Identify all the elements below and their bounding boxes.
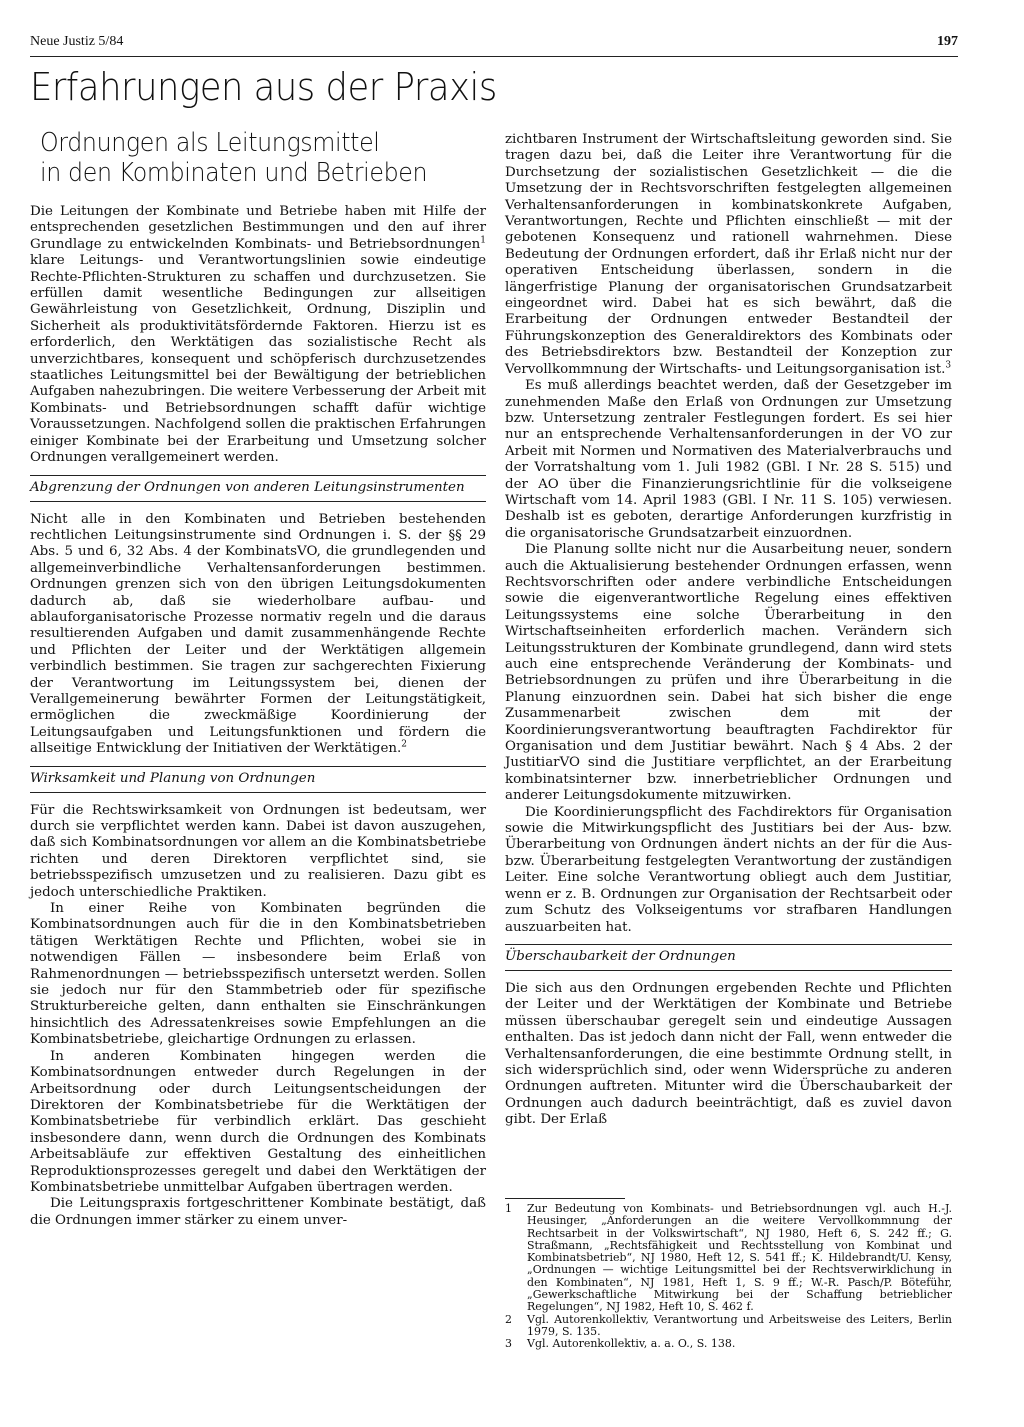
wirksamkeit-paragraph-1: Für die Rechtswirksamkeit von Ordnungen ist bedeutsam, wer durch sie verpflichtet werden kann. Dabei ist davon auszugehen, daß sich Kombinatsordnungen vor allem an die Kombinatsbetriebe richten und deren Direktoren verpflichtet sind, sie betriebsspezifisch umzusetzen und zu realisieren. Dazu gibt es jedoch unterschiedliche Praktiken.	[30, 802, 486, 900]
footnote	[505, 1338, 952, 1350]
footnote-text: Vgl. Autorenkollektiv, Verantwortung und Arbeitsweise des Leiters, Berlin 1979, S. 135.	[527, 1312, 952, 1338]
right-paragraph-4: Die Koordinierungspflicht des Fachdirektors für Organisation sowie die Mitwirkungspflicht des Justitiars bei der Aus- bzw. Überarbeitung von Ordnungen ändert nichts an der für die Aus- bzw. Überarbeitung festgelegten Verantwortung der zuständigen Leiter. Eine solche Verantwortung obliegt auch dem Justitiar, wenn er z. B. Ordnungen zur Organisation der Rechtsarbeit oder zum Schutz des Volkseigentums vor strafbaren Handlungen auszuarbeiten hat.	[505, 804, 952, 935]
article-title-line-1: Ordnungen als Leitungsmittel	[40, 128, 380, 158]
footnote-text: Vgl. Autorenkollektiv, a. a. O., S. 138.	[527, 1337, 736, 1351]
footnote	[505, 1203, 952, 1314]
intro-paragraph	[30, 204, 486, 467]
abgrenzung-paragraph	[30, 512, 486, 758]
wirksamkeit-paragraph-2: In einer Reihe von Kombinaten begründen die Kombinatsordnungen auch für die in den Kombinatsbetrieben tätigen Werktätigen Rechte und Pflichten, wobei sie in notwendigen Fällen — insbesondere beim Erlaß von Rahmenordnungen — betriebsspezifisch untersetzt werden. Sollen sie jedoch nur für den Stammbetrieb oder für spezifische Strukturbereiche gelten, dann enthalten sie Einschränkungen hinsichtlich des Adressatenkreises sowie Empfehlungen an die Kombinatsbetriebe, gleichartige Ordnungen zu erlassen.	[30, 901, 486, 1048]
intro-text: Die Leitungen der Kombinate und Betriebe haben mit Hilfe der entsprechenden gesetzlichen Bestimmungen und den auf ihrer Grundlage zu entwickelnden Kombinats- und Betriebsordnungen	[30, 204, 486, 252]
wirksamkeit-paragraph-4: Die Leitungspraxis fortgeschrittener Kombinate bestätigt, daß die Ordnungen immer stärker zu einem unver-	[30, 1196, 486, 1228]
subheading-abgrenzung: Abgrenzung der Ordnungen von anderen Leitungsinstrumenten	[30, 475, 486, 502]
section-title: Erfahrungen aus der Praxis	[30, 65, 497, 109]
intro-text-cont: klare Leitungs- und Verantwortungslinien sowie eindeutige Rechte-Pflichten-Strukturen zu schaffen und durchzusetzen. Sie erfüllen damit wesentliche Bedingungen zur allseitigen Gewährleistung von Gesetzlichkeit, Ordnung, Disziplin und Sicherheit als produktivitätsfördernde Faktoren. Hierzu ist es erforderlich, den Werktätigen das sozialistische Recht als unverzichtbares, konsequent und schöpferisch durchzusetzendes staatliches Leitungsmittel bei der Bewältigung der betrieblichen Aufgaben nahezubringen. Die weitere Verbesserung der Arbeit mit Kombinats- und Betriebsordnungen schafft dafür wichtige Voraussetzungen. Nachfolgend sollen die praktischen Erfahrungen einiger Kombinate bei der Erarbeitung und Umsetzung solcher Ordnungen verallgemeinert werden.	[30, 253, 486, 466]
running-head: Neue Justiz 5/84	[30, 34, 124, 49]
footnote	[505, 1314, 952, 1339]
article-title-line-2: in den Kombinaten und Betrieben	[40, 158, 428, 188]
wirksamkeit-paragraph-3: In anderen Kombinaten hingegen werden die Kombinatsordnungen entweder durch Regelungen in der Arbeitsordnung oder durch Leitungsentscheidungen der Direktoren der Kombinatsbetriebe für die Werktätigen der Kombinatsbetriebe für verbindlich erklärt. Das geschieht insbesondere dann, wenn durch die Ordnungen des Kombinats Arbeitsabläufe zur effektiven Gestaltung des einheitlichen Reproduktionsprozesses geregelt und dabei den Werktätigen der Kombinatsbetriebe unmittelbar Aufgaben übertragen werden.	[30, 1048, 486, 1195]
right-column	[505, 132, 952, 1129]
footnote-ref-3: 3	[945, 360, 952, 371]
left-column	[30, 204, 486, 1229]
footnote-ref-1: 1	[480, 235, 486, 246]
footnote-ref-2: 2	[401, 739, 407, 750]
subheading-wirksamkeit: Wirksamkeit und Planung von Ordnungen	[30, 766, 486, 793]
footnote-number: 3	[505, 1337, 512, 1351]
footnote-number: 2	[505, 1312, 512, 1326]
subheading-ueberschaubarkeit: Überschaubarkeit der Ordnungen	[505, 944, 952, 971]
article-title	[40, 128, 468, 188]
header-rule	[30, 56, 958, 57]
right-paragraph-3: Die Planung sollte nicht nur die Ausarbeitung neuer, sondern auch die Aktualisierung bestehender Ordnungen erfassen, wenn Rechtsvorschriften oder andere verbindliche Entscheidungen sowie die eigenverantwortliche Regelung eines effektiven Leitungssystems eine solche Überarbeitung in den Wirtschaftseinheiten erforderlich machen. Verändern sich Leitungsstrukturen der Kombinate grundlegend, dann wird stets auch eine entsprechende Veränderung der Kombinats- und Betriebsordnungen zu prüfen und ihre Überarbeitung in die Planung einzuordnen sein. Dabei hat sich bisher die enge Zusammenarbeit zwischen dem mit der Koordinierungsverantwortung beauftragten Fachdirektor für Organisation und dem Justitiar bewährt. Nach § 4 Abs. 2 der JustitiarVO sind die Justitiare verpflichtet, an der Erarbeitung kombinatsinterner bzw. innerbetrieblicher Ordnungen und anderer Leitungsdokumente mitzuwirken.	[505, 542, 952, 804]
footnote-rule	[505, 1198, 625, 1199]
footnote-number: 1	[505, 1202, 512, 1215]
right-paragraph-2: Es muß allerdings beachtet werden, daß der Gesetzgeber im zunehmenden Maße den Erlaß von Ordnungen zur Umsetzung bzw. Untersetzung zentraler Festlegungen fordert. Es sei hier nur an entsprechende Verhaltensanforderungen in der VO zur Arbeit mit Normen und Normativen des Materialverbrauchs und der Vorratshaltung vom 1. Juli 1982 (GBl. I Nr. 28 S. 515) und der AO über die Finanzierungsrichtlinie für die volkseigene Wirtschaft vom 14. April 1983 (GBl. I Nr. 11 S. 105) verwiesen. Deshalb ist es geboten, derartige Anforderungen kurzfristig in die organisatorische Grundsatzarbeit einzuordnen.	[505, 378, 952, 541]
right-paragraph-1-text: zichtbaren Instrument der Wirtschaftsleitung geworden sind. Sie tragen dazu bei, daß die Leiter ihre Verantwortung für die Durchsetzung der sozialistischen Gesetzlichkeit — die die Umsetzung der in Rechtsvorschriften festgelegten allgemeinen Verhaltensanforderungen in kombinatskonkrete Aufgaben, Verantwortungen, Rechte und Pflichten einschließt — mit der gebotenen Konsequenz und rationell wahrnehmen. Diese Bedeutung der Ordnungen erfordert, daß ihr Erlaß nicht nur der operativen Entscheidung überlassen, sondern in die längerfristige Planung der organisatorischen Grundsatzarbeit eingeordnet wird. Dabei hat es sich bewährt, daß die Erarbeitung der Ordnungen entweder Bestandteil der Führungskonzeption des Generaldirektors des Kombinats oder des Betriebsdirektors bzw. Bestandteil der Konzeption zur Vervollkommnung der Wirtschafts- und Leitungsorganisation ist.	[505, 132, 952, 377]
page-number: 197	[937, 34, 958, 49]
ueberschaubarkeit-paragraph: Die sich aus den Ordnungen ergebenden Rechte und Pflichten der Leiter und der Werktätigen der Kombinate und Betriebe müssen überschaubar geregelt sein und eindeutige Aussagen enthalten. Das ist jedoch dann nicht der Fall, wenn entweder die Verhaltensanforderungen, die eine bestimmte Ordnung stellt, in sich widersprüchlich sind, oder wenn Widersprüche zu anderen Ordnungen auftreten. Mitunter wird die Überschaubarkeit der Ordnungen auch dadurch beeinträchtigt, daß es zuviel davon gibt. Der Erlaß	[505, 980, 952, 1128]
footnote-text: Zur Bedeutung von Kombinats- und Betriebsordnungen vgl. auch H.-J. Heusinger, „Anforderungen an die weitere Vervollkommnung der Rechtsarbeit in der Volkswirtschaft“, NJ 1980, Heft 6, S. 242 ff.; G. Straßmann, „Rechtsfähigkeit und Rechtsstellung von Kombinat und Kombinatsbetrieb“, NJ 1980, Heft 12, S. 541 ff.; K. Hildebrandt/U. Kensy, „Ordnungen — wichtige Leitungsmittel bei der Rechtsverwirklichung in den Kombinaten“, NJ 1981, Heft 1, S. 9 ff.; W.-R. Pasch/P. Böteführ, „Gewerkschaftliche Mitwirkung bei der Schaffung betrieblicher Regelungen“, NJ 1982, Heft 10, S. 462 f.	[527, 1202, 952, 1314]
right-paragraph-1	[505, 132, 952, 378]
abgrenzung-text: Nicht alle in den Kombinaten und Betrieben bestehenden rechtlichen Leitungsinstrumente sind Ordnungen i. S. der §§ 29 Abs. 5 und 6, 32 Abs. 4 der KombinatsVO, die grundlegenden und allgemeinverbindliche Verhaltensanforderungen bestimmen. Ordnungen grenzen sich von den übrigen Leitungsdokumenten dadurch ab, daß sie wiederholbare aufbau- und ablauforganisatorische Prozesse normativ regeln und die daraus resultierenden Aufgaben und damit zusammenhängende Rechte und Pflichten der Leiter und der Werktätigen allgemein verbindlich bestimmen. Sie tragen zur sachgerechten Fixierung der Verantwortung im Leitungssystem bei, dienen der Verallgemeinerung bewährter Formen der Leitungstätigkeit, ermöglichen die zweckmäßige Koordinierung der Leitungsaufgaben und Leitungsfunktionen und fördern die allseitige Entwicklung der Initiativen der Werktätigen.	[30, 511, 486, 757]
footnotes	[505, 1203, 952, 1351]
